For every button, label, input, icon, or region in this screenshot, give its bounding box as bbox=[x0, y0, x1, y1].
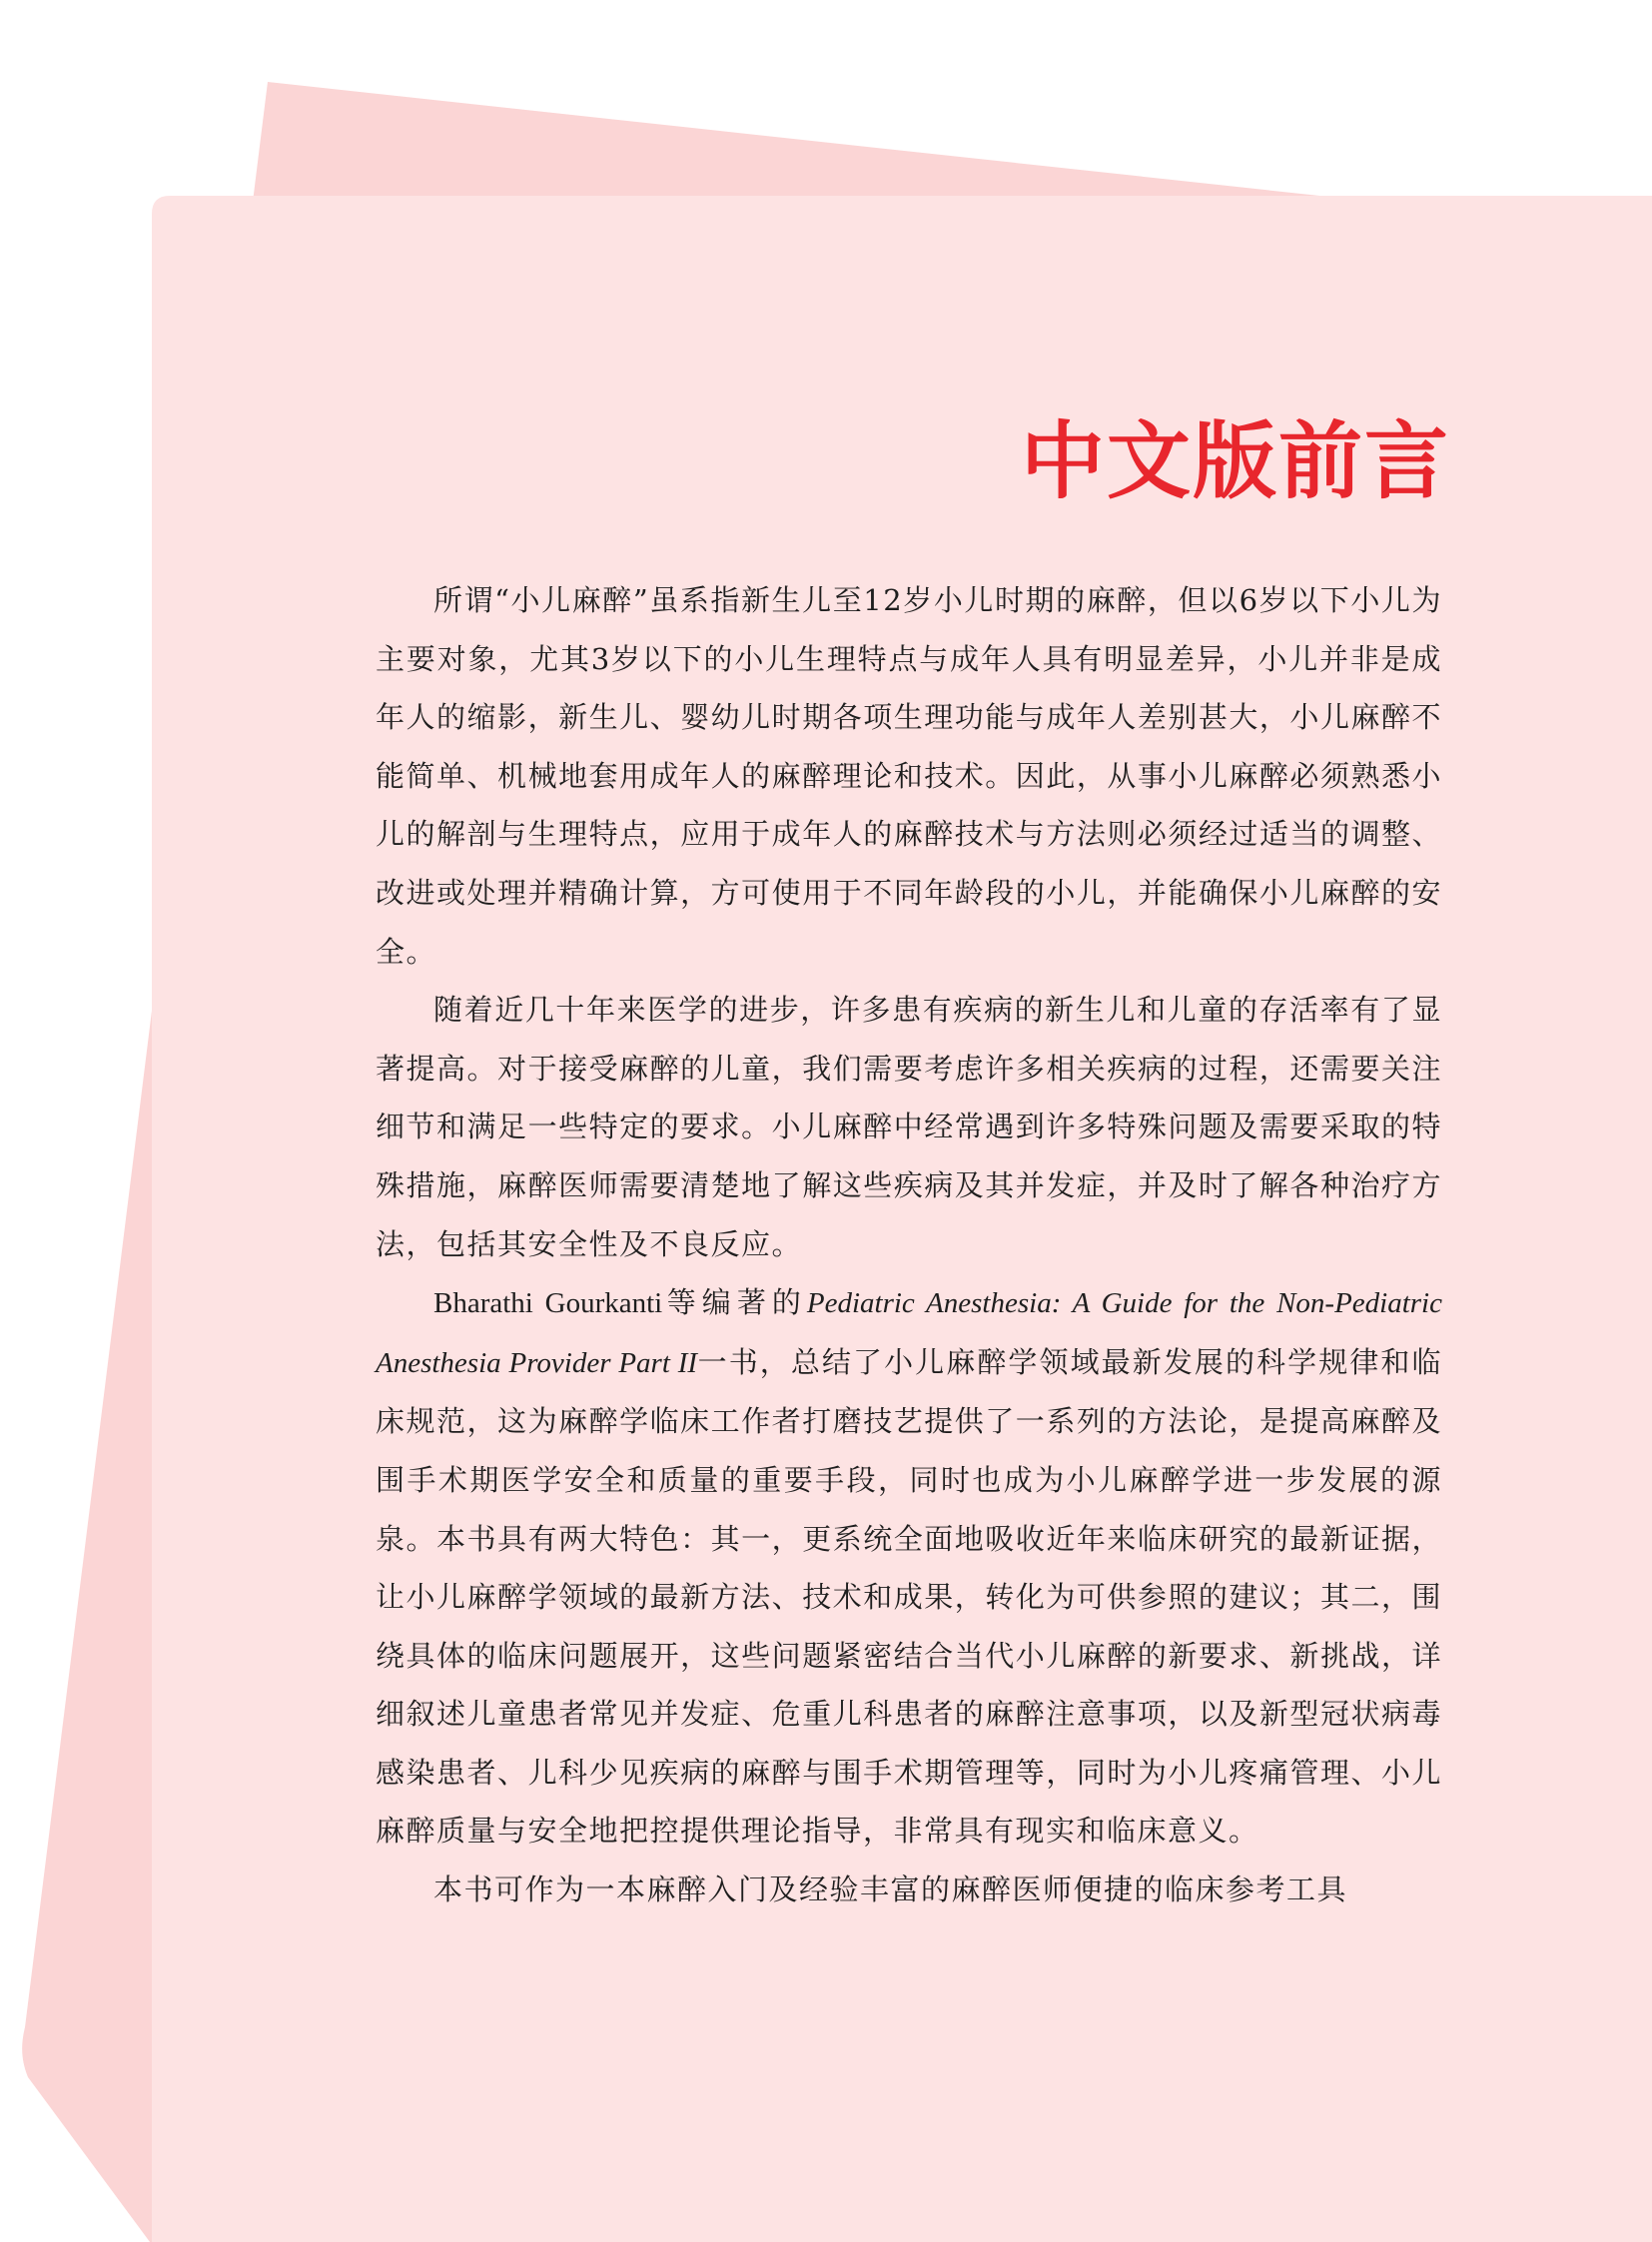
book-title: Pediatric Anesthesia: A Guide for the Non-Pediatric Anesthesia Provider Part II bbox=[376, 1287, 1442, 1379]
paragraph-4: 本书可作为一本麻醉入门及经验丰富的麻醉医师便捷的临床参考工具 bbox=[433, 1872, 1348, 1907]
paragraph-3 bbox=[376, 1273, 1442, 1861]
paragraph-2: 随着近几十年来医学的进步，许多患有疾病的新生儿和儿童的存活率有了显著提高。对于接受麻醉的儿童，我们需要考虑许多相关疾病的过程，还需要关注细节和满足一些特定的要求。小儿麻醉中经常遇到许多特殊问题及需要采取的特殊措施，麻醉医师需要清楚地了解这些疾病及其并发症，并及时了解各种治疗方法，包括其安全性及不良反应。 bbox=[376, 993, 1442, 1261]
author-name: Bharathi Gourkanti bbox=[433, 1287, 663, 1320]
paragraph-3-body: 一书，总结了小儿麻醉学领域最新发展的科学规律和临床规范，这为麻醉学临床工作者打磨技艺提供了一系列的方法论，是提高麻醉及围手术期医学安全和质量的重要手段，同时也成为小儿麻醉学进一步发展的源泉。本书具有两大特色：其一，更系统全面地吸收近年来临床研究的最新证据，让小儿麻醉学领域的最新方法、技术和成果，转化为可供参照的建议；其二，围绕具体的临床问题展开，这些问题紧密结合当代小儿麻醉的新要求、新挑战，详细叙述儿童患者常见并发症、危重儿科患者的麻醉注意事项，以及新型冠状病毒感染患者、儿科少见疾病的麻醉与围手术期管理等，同时为小儿疼痛管理、小儿麻醉质量与安全地把控提供理论指导，非常具有现实和临床意义。 bbox=[376, 1344, 1442, 1849]
preface-body bbox=[376, 571, 1442, 1919]
paragraph-3-lead: 等编著的 bbox=[662, 1285, 807, 1320]
paragraph-1: 所谓“小儿麻醉”虽系指新生儿至12岁小儿时期的麻醉，但以6岁以下小儿为主要对象，尤其3岁以下的小儿生理特点与成年人具有明显差异，小儿并非是成年人的缩影，新生儿、婴幼儿时期各项生理功能与成年人差别甚大，小儿麻醉不能简单、机械地套用成年人的麻醉理论和技术。因此，从事小儿麻醉必须熟悉小儿的解剖与生理特点，应用于成年人的麻醉技术与方法则必须经过适当的调整、改进或处理并精确计算，方可使用于不同年龄段的小儿，并能确保小儿麻醉的安全。 bbox=[376, 583, 1442, 969]
page-title: 中文版前言 bbox=[1020, 412, 1450, 510]
